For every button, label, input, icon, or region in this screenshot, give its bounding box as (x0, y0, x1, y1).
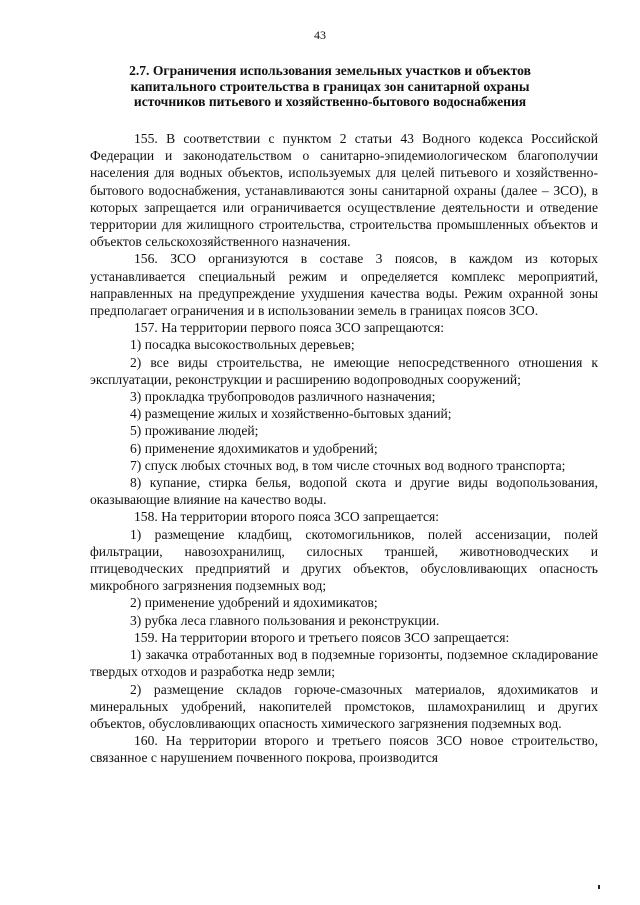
paragraph-157: 157. На территории первого пояса ЗСО запрещаются: (134, 320, 445, 336)
list-item: 4) размещение жилых и хозяйственно-бытовых зданий; (130, 406, 452, 422)
page-number: 43 (314, 28, 326, 42)
list-item: 5) проживание людей; (130, 423, 259, 439)
list-item: 1) посадка высокоствольных деревьев; (130, 337, 355, 353)
list-item: 7) спуск любых сточных вод, в том числе сточных вод водного транспорта; (130, 457, 566, 473)
list-item: 2) применение удобрений и ядохимикатов; (130, 595, 378, 611)
list-item: 2) размещение складов горюче-смазочных материалов, ядохимикатов и минеральных удобрений, накопителей промстоков, шламохранилищ и других объектов, обусловливающих опасность химического загрязнения подземных вод. (90, 681, 598, 731)
paragraph-158: 158. На территории второго пояса ЗСО запрещается: (134, 509, 440, 525)
list-item: 1) закачка отработанных вод в подземные горизонты, подземное складирование твердых отходов и разработка недр земли; (90, 647, 598, 680)
paragraph-159: 159. На территории второго и третьего поясов ЗСО запрещается: (134, 629, 510, 645)
section-heading: 2.7. Ограничения использования земельных участков и объектов капитального строительства в границах зон санитарной охраны источников питьевого и хозяйственно-бытового водоснабжения (129, 63, 531, 110)
paragraph-160: 160. На территории второго и третьего поясов ЗСО новое строительство, связанное с нарушением почвенного покрова, производится (90, 733, 598, 766)
document-body (90, 130, 598, 767)
list-item: 3) рубка леса главного пользования и реконструкции. (130, 612, 440, 628)
scan-artifact (598, 885, 600, 889)
paragraph-155: 155. В соответствии с пунктом 2 статьи 43 Водного кодекса Российской Федерации и законодательством о санитарно-эпидемиологическом благополучии населения для водных объектов, используемых для целей питьевого и хозяйственно-бытового водоснабжения, устанавливаются зоны санитарной охраны (далее – ЗСО), в которых запрещается или ограничивается осуществление деятельности и отведение территории для жилищного строительства, строительства промышленных объектов и объектов сельскохозяйственного назначения. (90, 131, 598, 250)
list-item: 6) применение ядохимикатов и удобрений; (130, 440, 378, 456)
list-item: 8) купание, стирка белья, водопой скота и другие виды водопользования, оказывающие влияние на качество воды. (90, 475, 598, 508)
list-item: 2) все виды строительства, не имеющие непосредственного отношения к эксплуатации, реконструкции и расширению водопроводных сооружений; (90, 354, 598, 387)
paragraph-156: 156. ЗСО организуются в составе 3 поясов, в каждом из которых устанавливается специальный режим и определяется комплекс мероприятий, направленных на предупреждение ухудшения качества воды. Режим охранной зоны предполагает ограничения и в использовании земель в границах поясов ЗСО. (90, 251, 598, 319)
list-item: 1) размещение кладбищ, скотомогильников, полей ассенизации, полей фильтрации, навозохранилищ, силосных траншей, животноводческих и птицеводческих предприятий и других объектов, обусловливающих опасность микробного загрязнения подземных вод; (90, 526, 598, 594)
list-item: 3) прокладка трубопроводов различного назначения; (130, 389, 436, 405)
